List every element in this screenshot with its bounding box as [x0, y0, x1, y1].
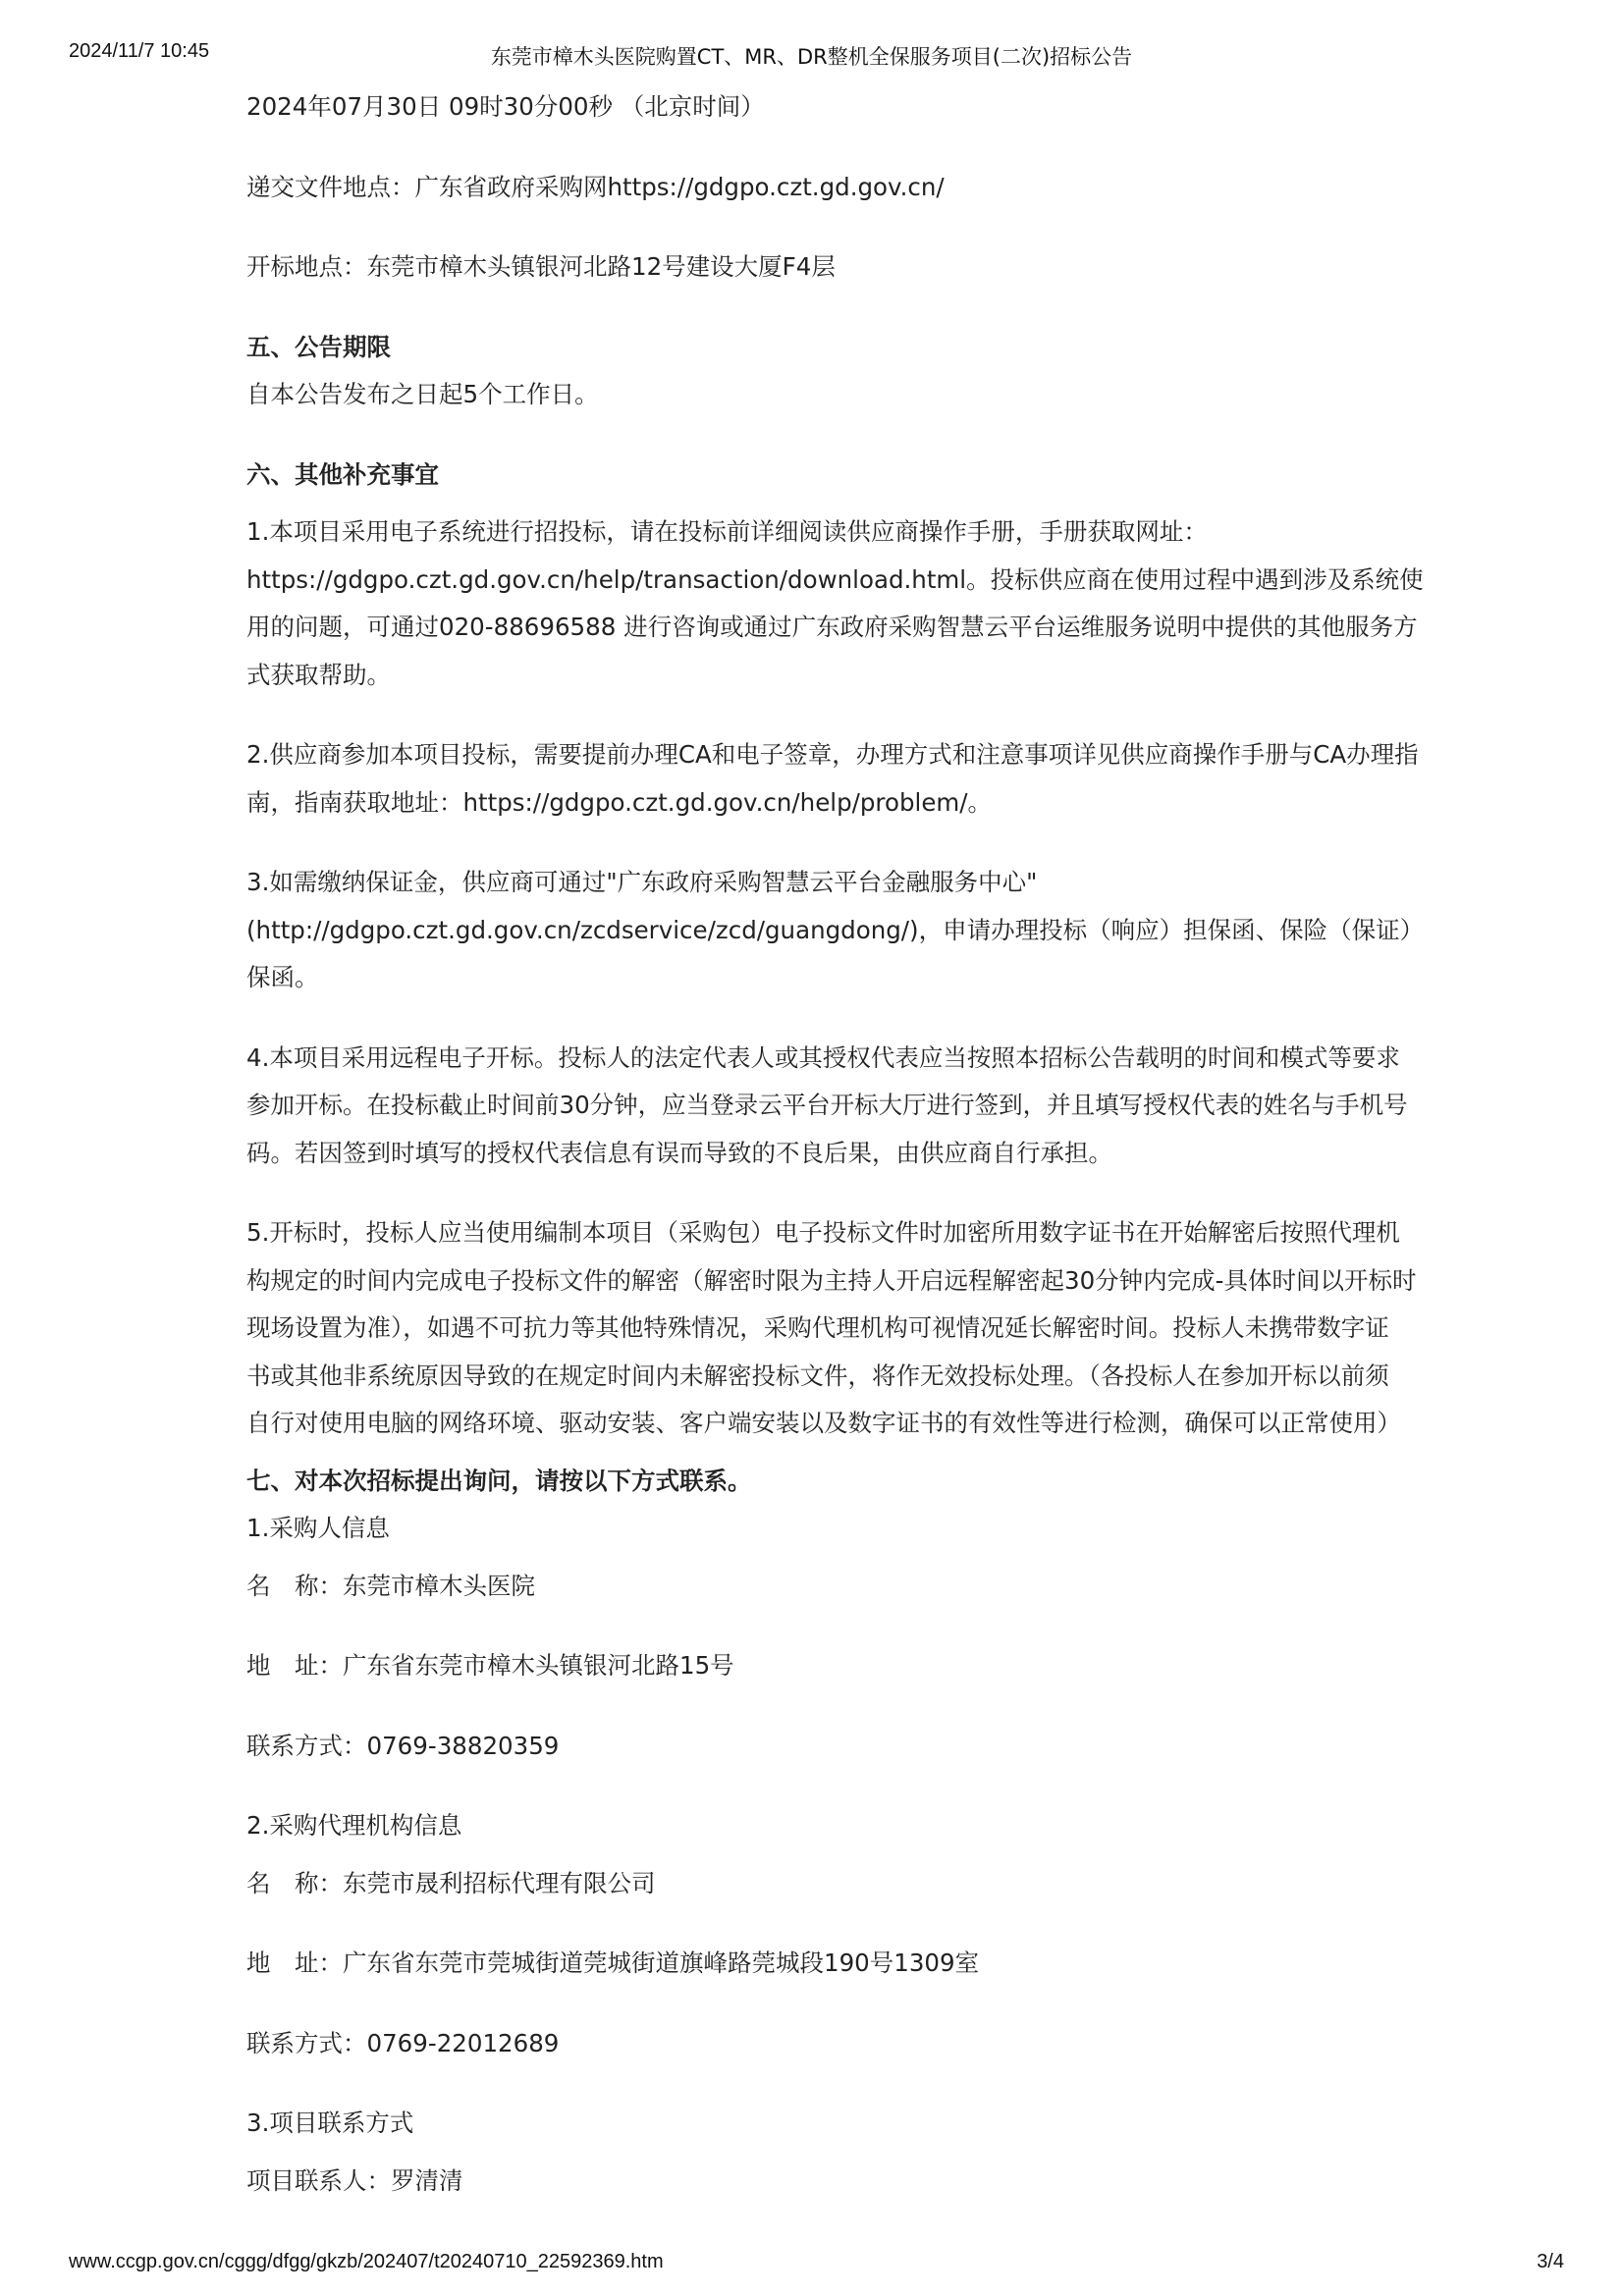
purchaser-contact: 联系方式：0769-38820359: [246, 1731, 560, 1760]
purchaser-title: 1.采购人信息: [246, 1514, 390, 1542]
paragraph-line: 4.本项目采用远程电子开标。投标人的法定代表人或其授权代表应当按照本招标公告载明的时间和模式等要求: [246, 1042, 1400, 1072]
paragraph-line: 3.如需缴纳保证金，供应商可通过"广东政府采购智慧云平台金融服务中心": [246, 868, 1038, 896]
agency-title: 2.采购代理机构信息: [246, 1811, 462, 1840]
paragraph-line: (http://gdgpo.czt.gd.gov.cn/zcdservice/zcd/guangdong/)，申请办理投标（响应）担保函、保险（保证）: [246, 915, 1425, 944]
page-header-title: 东莞市樟木头医院购置CT、MR、DR整机全保服务项目(二次)招标公告: [490, 45, 1133, 69]
open-time: 2024年07月30日 09时30分00秒 （北京时间）: [246, 92, 765, 121]
submit-location: 递交文件地点：广东省政府采购网https://gdgpo.czt.gd.gov.cn/: [246, 172, 945, 201]
section-5-text: 自本公告发布之日起5个工作日。: [246, 380, 599, 408]
paragraph-line: 式获取帮助。: [246, 660, 391, 689]
paragraph-line: 南，指南获取地址：https://gdgpo.czt.gd.gov.cn/help/problem/。: [246, 787, 993, 817]
paragraph-2: [246, 731, 1419, 827]
page-number: 3/4: [1537, 2251, 1564, 2272]
page-url: www.ccgp.gov.cn/cggg/dfgg/gkzb/202407/t20240710_22592369.htm: [69, 2251, 664, 2272]
agency-name: 名 称：东莞市晟利招标代理有限公司: [246, 1868, 656, 1897]
section-6-heading: 六、其他补充事宜: [246, 459, 439, 489]
paragraph-line: 现场设置为准），如遇不可抗力等其他特殊情况，采购代理机构可视情况延长解密时间。投标人未携带数字证: [246, 1313, 1389, 1342]
project-contact-title: 3.项目联系方式: [246, 2109, 414, 2137]
paragraph-line: 5.开标时，投标人应当使用编制本项目（采购包）电子投标文件时加密所用数字证书在开始解密后按照代理机: [246, 1218, 1400, 1247]
project-contact-person: 项目联系人：罗清清: [246, 2165, 463, 2195]
section-7-heading: 七、对本次招标提出询问，请按以下方式联系。: [246, 1466, 752, 1495]
paragraph-line: 构规定的时间内完成电子投标文件的解密（解密时限为主持人开启远程解密起30分钟内完成-具体时间以开标时: [246, 1265, 1417, 1295]
paragraph-3: [246, 859, 1425, 1002]
paragraph-line: 2.供应商参加本项目投标，需要提前办理CA和电子签章，办理方式和注意事项详见供应商操作手册与CA办理指: [246, 740, 1419, 769]
paragraph-line: 1.本项目采用电子系统进行招投标，请在投标前详细阅读供应商操作手册，手册获取网址：: [246, 517, 1208, 546]
paragraph-line: 保函。: [246, 963, 319, 991]
document-body: [246, 83, 1425, 2205]
paragraph-line: 自行对使用电脑的网络环境、驱动安装、客户端安装以及数字证书的有效性等进行检测，确保可以正常使用）: [246, 1409, 1401, 1437]
agency-address: 地 址：广东省东莞市莞城街道莞城街道旗峰路莞城段190号1309室: [246, 1949, 980, 1977]
open-location: 开标地点：东莞市樟木头镇银河北路12号建设大厦F4层: [246, 252, 836, 281]
paragraph-5: [246, 1209, 1417, 1448]
paragraph-4: [246, 1035, 1410, 1178]
paragraph-line: https://gdgpo.czt.gd.gov.cn/help/transaction/download.html。投标供应商在使用过程中遇到涉及系统使: [246, 564, 1424, 594]
paragraph-line: 书或其他非系统原因导致的在规定时间内未解密投标文件，将作无效投标处理。（各投标人在参加开标以前须: [246, 1361, 1389, 1390]
paragraph-line: 码。若因签到时填写的授权代表信息有误而导致的不良后果，由供应商自行承担。: [246, 1138, 1112, 1167]
print-datetime: 2024/11/7 10:45: [69, 40, 210, 62]
section-5-heading: 五、公告期限: [246, 332, 391, 361]
paragraph-1: [246, 508, 1424, 699]
agency-contact: 联系方式：0769-22012689: [246, 2028, 560, 2057]
paragraph-line: 参加开标。在投标截止时间前30分钟，应当登录云平台开标大厅进行签到，并且填写授权代表的姓名与手机号: [246, 1091, 1408, 1119]
paragraph-line: 用的问题，可通过020-88696588 进行咨询或通过广东政府采购智慧云平台运维服务说明中提供的其他服务方: [246, 613, 1418, 641]
purchaser-name: 名 称：东莞市樟木头医院: [246, 1571, 535, 1600]
purchaser-address: 地 址：广东省东莞市樟木头镇银河北路15号: [246, 1651, 734, 1680]
